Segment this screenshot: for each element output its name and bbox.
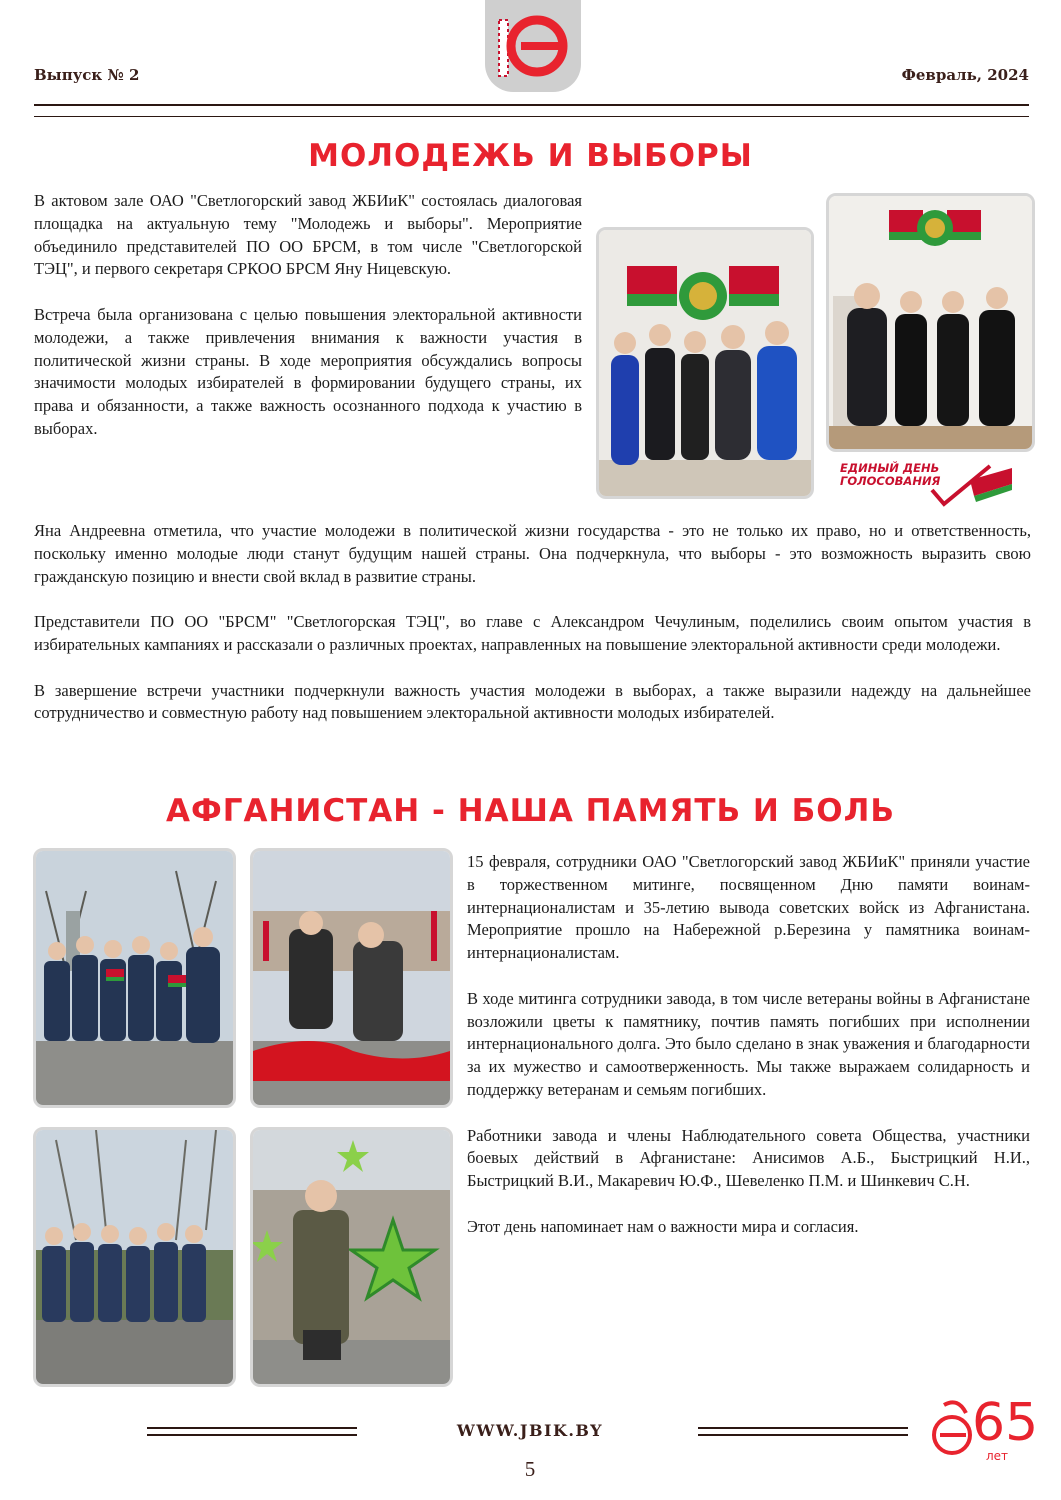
article2-body [467, 851, 1030, 1239]
anniversary-number: 65 [972, 1393, 1039, 1453]
photo-veterans-group [33, 1127, 236, 1387]
photo-veteran-at-memorial [250, 1127, 453, 1387]
paragraph: Работники завода и члены Наблюдательного совета Общества, участники боевых действий в Афганистане: Анисимов А.Б., Быстрицкий Н.И., Быстрицкий В.И., Макаревич Ю.Ф., Шевеленко П.М. и Шинкевич С.Н. [467, 1125, 1030, 1191]
single-voting-day-logo [840, 462, 1020, 510]
paragraph: Этот день напоминает нам о важности мира и согласия. [467, 1216, 859, 1236]
article1-intro [34, 190, 582, 441]
paragraph: Представители ПО ОО "БРСМ" "Светлогорская ТЭЦ", во главе с Александром Чечулиным, поделились своим опытом участия в избирательных кампаниях и рассказали о различных проектах, направленных на повышение электоральной активности среди молодежи. [34, 612, 1031, 654]
photo-group-meeting [596, 227, 814, 499]
article1-body [34, 520, 1031, 725]
issue-date: Февраль, 2024 [901, 66, 1029, 84]
footer-divider-right [698, 1427, 908, 1429]
paragraph: В ходе митинга сотрудники завода, в том числе ветераны войны в Афганистане возложили цветы к памятнику, почтив память погибших при исполнении интернационального долга. Это было сделано в знак уважения и благодарности за их мужество и самоотверженность. Мы также выражаем солидарность и поддержку ветеранам и семьям погибших. [467, 988, 1030, 1099]
paragraph: 15 февраля, сотрудники ОАО "Светлогорский завод ЖБИиК" приняли участие в торжественном митинге, посвященном Дню памяти воинам-интернационалистам и 35-летию вывода советских войск из Афганистана. Мероприятие прошло на Набережной р.Березина у памятника воинам-интернационалистам. [467, 852, 1030, 963]
paragraph: Встреча была организована с целью повышения электоральной активности молодежи, а также привлечения внимания к важности участия в политической жизни страны. В ходе мероприятия обсуждались вопросы значимости молодых избирателей в формировании будущего страны, их права и обязанности, а также важность осознанного подхода к участию в выборах. [34, 304, 582, 438]
paragraph: В актовом зале ОАО "Светлогорский завод ЖБИиК" состоялась диалоговая площадка на актуальную тему "Молодежь и выборы". Мероприятие объединило представителей ПО ОО БРСМ, в том числе "Светлогорской ТЭЦ", и первого секретаря СРКОО БРСМ Яну Ницевскую. [34, 191, 582, 279]
paragraph: В завершение встречи участники подчеркнули важность участия молодежи в выборах, а также выразили надежду на дальнейшее сотрудничество и совместную работу над повышением электоральной активности молодых избирателей. [34, 680, 1031, 723]
paragraph: Яна Андреевна отметила, что участие молодежи в политической жизни государства - это не только их право, но и ответственность, поскольку именно молодые люди станут будущим нашей страны. Она подчеркнула, что выборы - это возможность выразить свою гражданскую позицию и внести свой вклад в развитие страны. [34, 521, 1031, 586]
footer-divider-right [698, 1434, 908, 1436]
page-number: 5 [524, 1457, 536, 1481]
article-title-afghanistan: АФГАНИСТАН - НАША ПАМЯТЬ И БОЛЬ [166, 793, 895, 829]
photo-women-with-badges [826, 193, 1035, 452]
footer-divider-left [147, 1427, 357, 1429]
photo-laying-flowers [250, 848, 453, 1108]
anniversary-unit: лет [986, 1449, 1009, 1463]
website-link[interactable]: WWW.JBIK.BY [456, 1421, 604, 1440]
company-logo-icon [485, 0, 581, 92]
anniversary-logo [926, 1393, 1039, 1465]
company-logo [485, 0, 581, 92]
header-divider [34, 104, 1029, 106]
footer-divider-left [147, 1434, 357, 1436]
header-divider-thin [34, 116, 1029, 117]
photo-veterans-with-flags [33, 848, 236, 1108]
voting-logo-text: ЕДИНЫЙ ДЕНЬ ГОЛОСОВАНИЯ [840, 461, 941, 488]
checkmark-flag-icon [840, 462, 1020, 510]
issue-number: Выпуск № 2 [34, 66, 140, 84]
article-title-youth-elections: МОЛОДЕЖЬ И ВЫБОРЫ [308, 138, 753, 174]
